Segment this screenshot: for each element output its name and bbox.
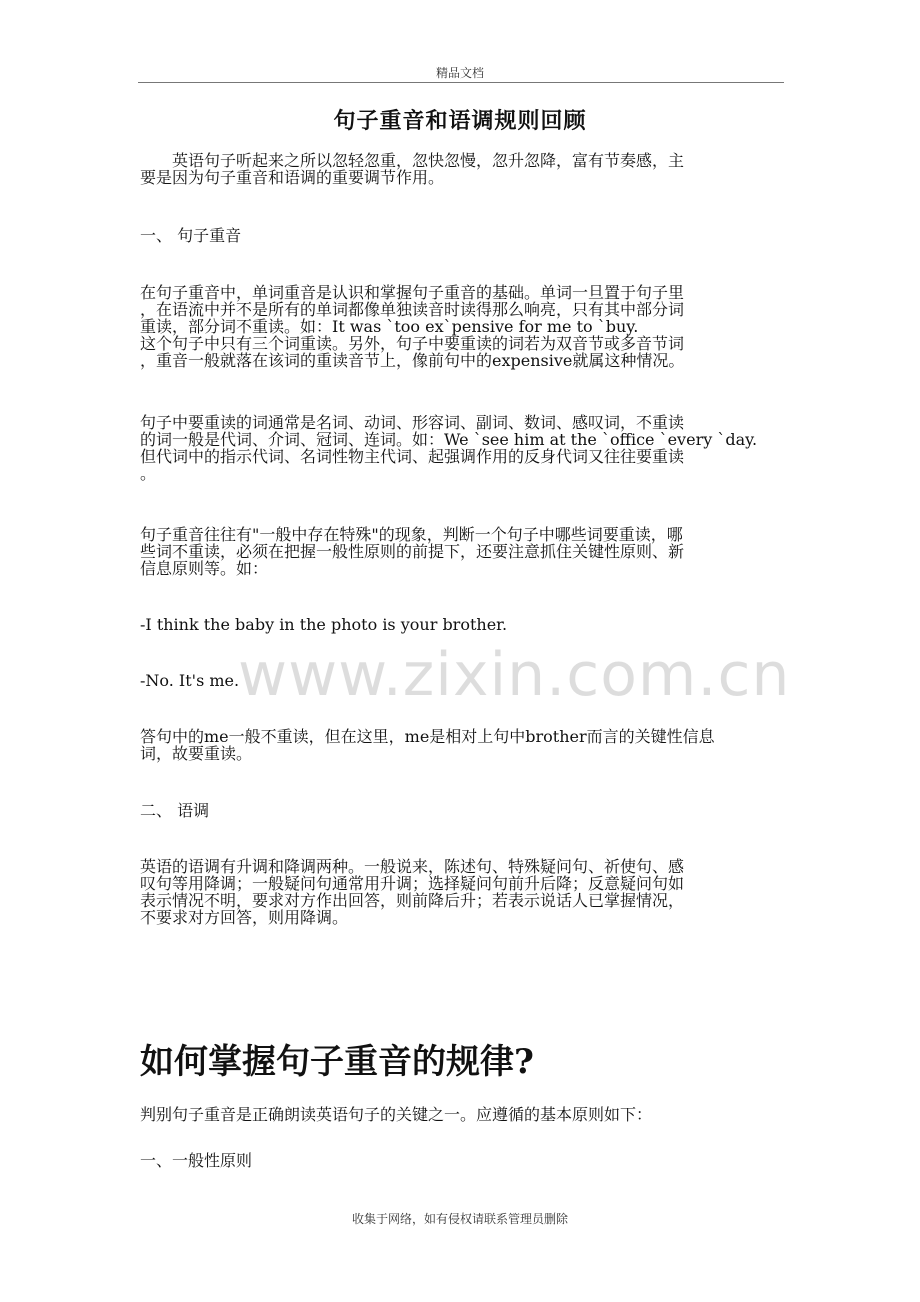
section-heading-stress: 一、 句子重音 — [140, 226, 242, 245]
text-line: ，重音一般就落在该词的重读音节上，像前句中的expensive就属这种情况。 — [140, 351, 685, 370]
text-line: 要是因为句子重音和语调的重要调节作用。 — [140, 168, 445, 187]
text-line: 英语的语调有升调和降调两种。一般说来，陈述句、特殊疑问句、祈使句、感 — [140, 857, 685, 876]
paragraph-intonation — [140, 858, 780, 926]
text-line: 词，故要重读。 — [140, 744, 253, 763]
example-question: -I think the baby in the photo is your brother. — [140, 615, 508, 634]
text-line: 叹句等用降调；一般疑问句通常用升调；选择疑问句前升后降；反意疑问句如 — [140, 874, 685, 893]
text-line: 这个句子中只有三个词重读。另外，句子中要重读的词若为双音节或多音节词 — [140, 334, 685, 353]
paragraph-special-cases — [140, 526, 780, 577]
paragraph-stressed-words — [140, 414, 780, 482]
document-title: 句子重音和语调规则回顾 — [333, 108, 587, 134]
paragraph-principles: 判别句子重音是正确朗读英语句子的关键之一。应遵循的基本原则如下： — [140, 1105, 653, 1124]
text-line: 信息原则等。如： — [140, 559, 269, 578]
text-line: 重读，部分词不重读。如：It was `too ex`pensive for me to `buy. — [140, 317, 639, 336]
text-line: 的词一般是代词、介词、冠词、连词。如：We `see him at the `office `every `day. — [140, 430, 758, 449]
example-answer: -No. It's me. — [140, 671, 240, 690]
section-big-title: 如何掌握句子重音的规律? — [140, 1042, 534, 1082]
text-line: 不要求对方回答，则用降调。 — [140, 908, 349, 927]
text-line: 但代词中的指示代词、名词性物主代词、起强调作用的反身代词又往往要重读 — [140, 447, 685, 466]
text-line: 在句子重音中，单词重音是认识和掌握句子重音的基础。单词一旦置于句子里 — [140, 283, 685, 302]
section-heading-intonation: 二、 语调 — [140, 801, 210, 820]
text-line: 句子重音往往有"一般中存在特殊"的现象，判断一个句子中哪些词要重读，哪 — [140, 525, 683, 544]
intro-paragraph — [140, 152, 780, 186]
section-heading-general-principle: 一、一般性原则 — [140, 1151, 253, 1170]
paragraph-word-stress — [140, 284, 780, 369]
page-footer: 收集于网络，如有侵权请联系管理员删除 — [351, 1212, 568, 1226]
text-line: 句子中要重读的词通常是名词、动词、形容词、副词、数词、感叹词，不重读 — [140, 413, 685, 432]
watermark: www.zixin.com.cn — [238, 640, 791, 710]
text-line: 。 — [140, 464, 157, 483]
text-line: 英语句子听起来之所以忽轻忽重，忽快忽慢，忽升忽降，富有节奏感，主 — [140, 151, 685, 170]
page-header: 精品文档 — [435, 66, 484, 80]
text-line: ，在语流中并不是所有的单词都像单独读音时读得那么响亮，只有其中部分词 — [140, 300, 685, 319]
paragraph-answer-explanation — [140, 728, 780, 762]
header-divider — [138, 82, 784, 83]
text-line: 些词不重读，必须在把握一般性原则的前提下，还要注意抓住关键性原则、新 — [140, 542, 685, 561]
text-line: 答句中的me一般不重读，但在这里，me是相对上句中brother而言的关键性信息 — [140, 727, 715, 746]
text-line: 表示情况不明，要求对方作出回答，则前降后升；若表示说话人已掌握情况， — [140, 891, 685, 910]
